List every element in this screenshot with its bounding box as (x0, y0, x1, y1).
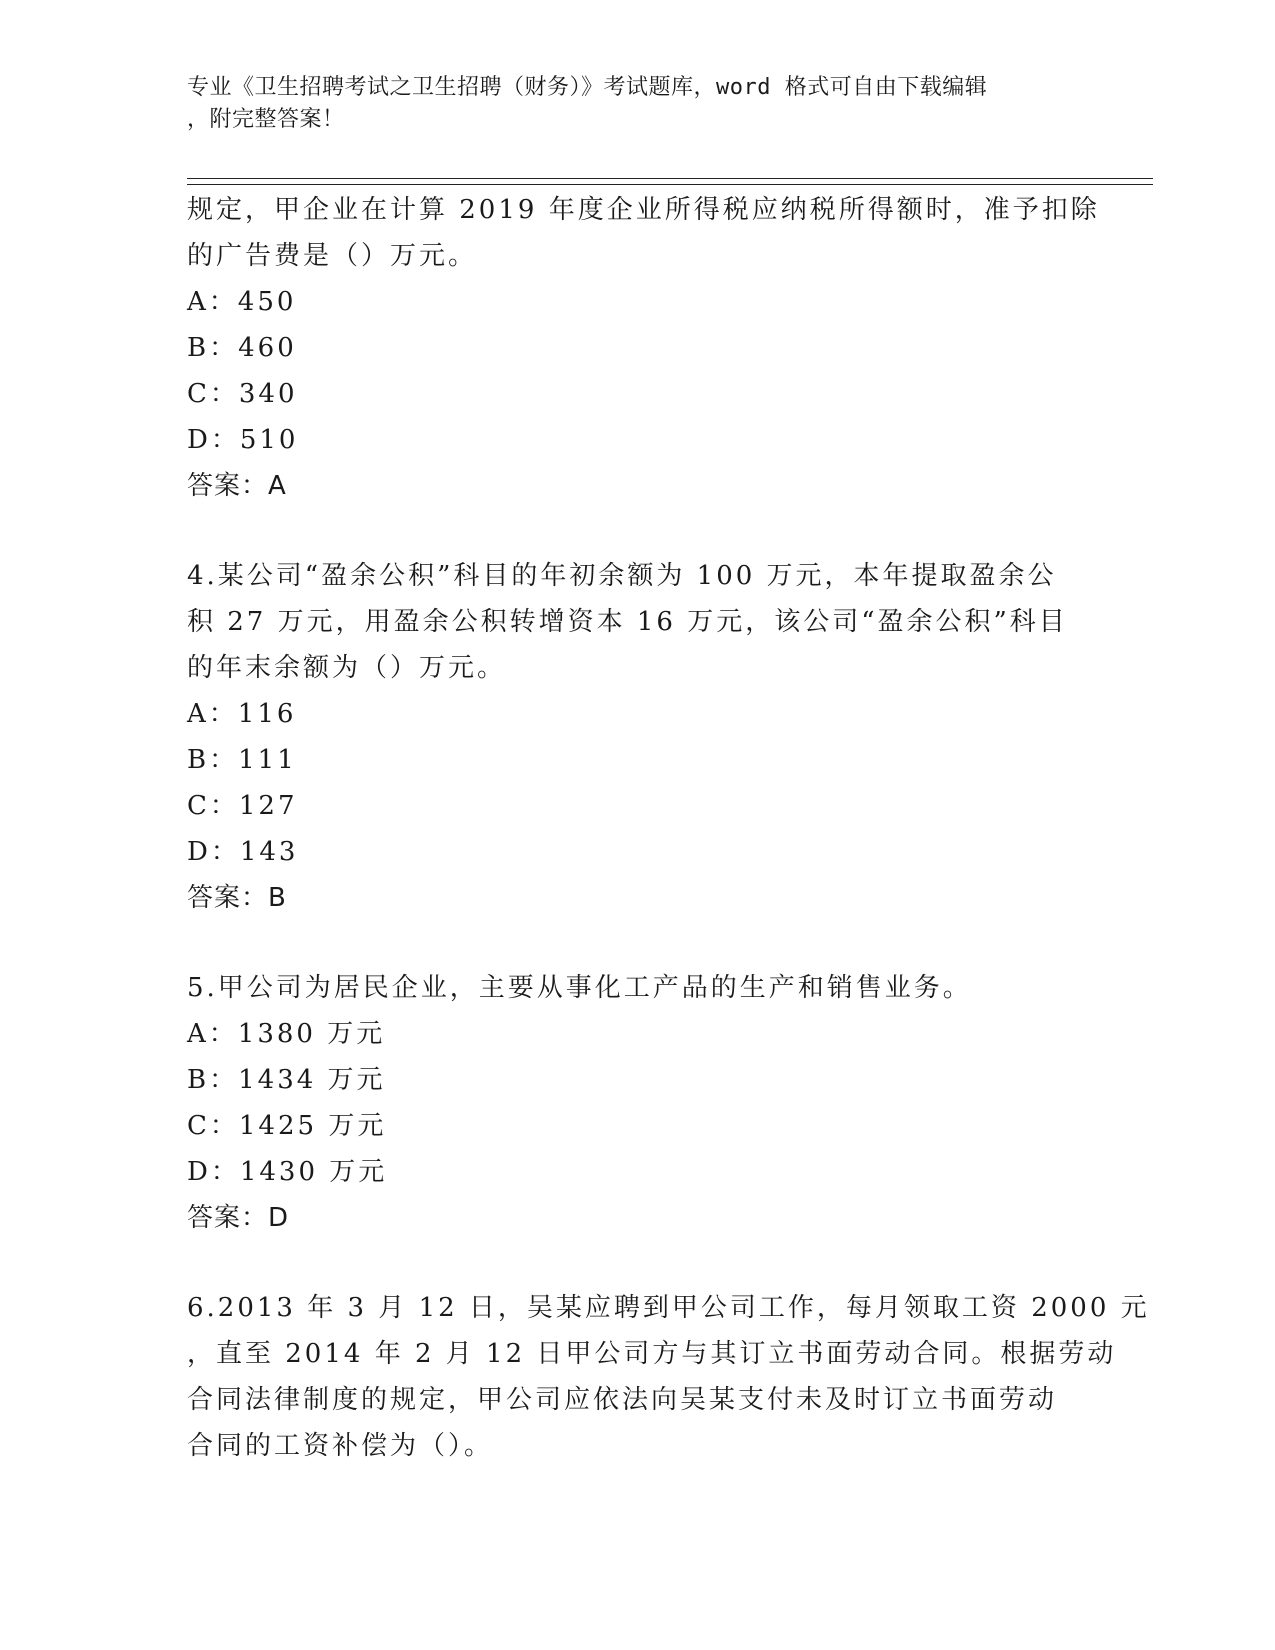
question-6-text-line: 合同的工资补偿为（）。 (187, 1431, 494, 1461)
question-5-text-line: 5.甲公司为居民企业，主要从事化工产品的生产和销售业务。 (187, 973, 972, 1003)
header-title-line-2: ，附完整答案！ (187, 107, 345, 132)
question-3-option-a: A：450 (187, 287, 297, 317)
question-5-option-c: C：1425 万元 (187, 1111, 387, 1141)
question-3 (187, 187, 1100, 509)
header-title-line-1: 专业《卫生招聘考试之卫生招聘（财务）》考试题库，word 格式可自由下载编辑 (187, 75, 988, 100)
document-header (187, 72, 1067, 136)
question-4-text-line: 的年末余额为（）万元。 (187, 653, 507, 683)
question-6-text-line: 合同法律制度的规定，甲公司应依法向吴某支付未及时订立书面劳动 (187, 1385, 1058, 1415)
question-4-option-c: C：127 (187, 791, 298, 821)
question-spacer (187, 1241, 1087, 1285)
question-3-option-d: D：510 (187, 425, 299, 455)
question-5-option-a: A：1380 万元 (187, 1019, 386, 1049)
question-3-text-line: 规定，甲企业在计算 2019 年度企业所得税应纳税所得额时，准予扣除 (187, 195, 1100, 225)
question-4-option-a: A：116 (187, 699, 297, 729)
question-6-text-line: 6.2013 年 3 月 12 日，吴某应聘到甲公司工作，每月领取工资 2000 元 (187, 1293, 1150, 1323)
question-3-text-line: 的广告费是（）万元。 (187, 241, 478, 271)
question-spacer (187, 921, 1087, 965)
question-list (187, 187, 1150, 1469)
question-4-answer: 答案：B (187, 883, 287, 913)
header-divider-bottom (187, 184, 1153, 185)
question-6-text-line: ，直至 2014 年 2 月 12 日甲公司方与其订立书面劳动合同。根据劳动 (187, 1339, 1117, 1369)
question-3-option-b: B：460 (187, 333, 297, 363)
question-4-option-d: D：143 (187, 837, 299, 867)
question-3-option-c: C：340 (187, 379, 298, 409)
question-3-answer: 答案：A (187, 471, 287, 501)
question-5-answer: 答案：D (187, 1203, 290, 1233)
question-4-option-b: B：111 (187, 745, 297, 775)
question-5-option-d: D：1430 万元 (187, 1157, 388, 1187)
question-4-text-line: 积 27 万元，用盈余公积转增资本 16 万元，该公司“盈余公积”科目 (187, 607, 1068, 637)
question-6 (187, 1285, 1150, 1469)
question-5 (187, 965, 1087, 1241)
question-4 (187, 553, 1087, 921)
header-divider-top (187, 178, 1153, 179)
question-spacer (187, 509, 1087, 553)
question-5-option-b: B：1434 万元 (187, 1065, 386, 1095)
question-4-text-line: 4.某公司“盈余公积”科目的年初余额为 100 万元，本年提取盈余公 (187, 561, 1057, 591)
